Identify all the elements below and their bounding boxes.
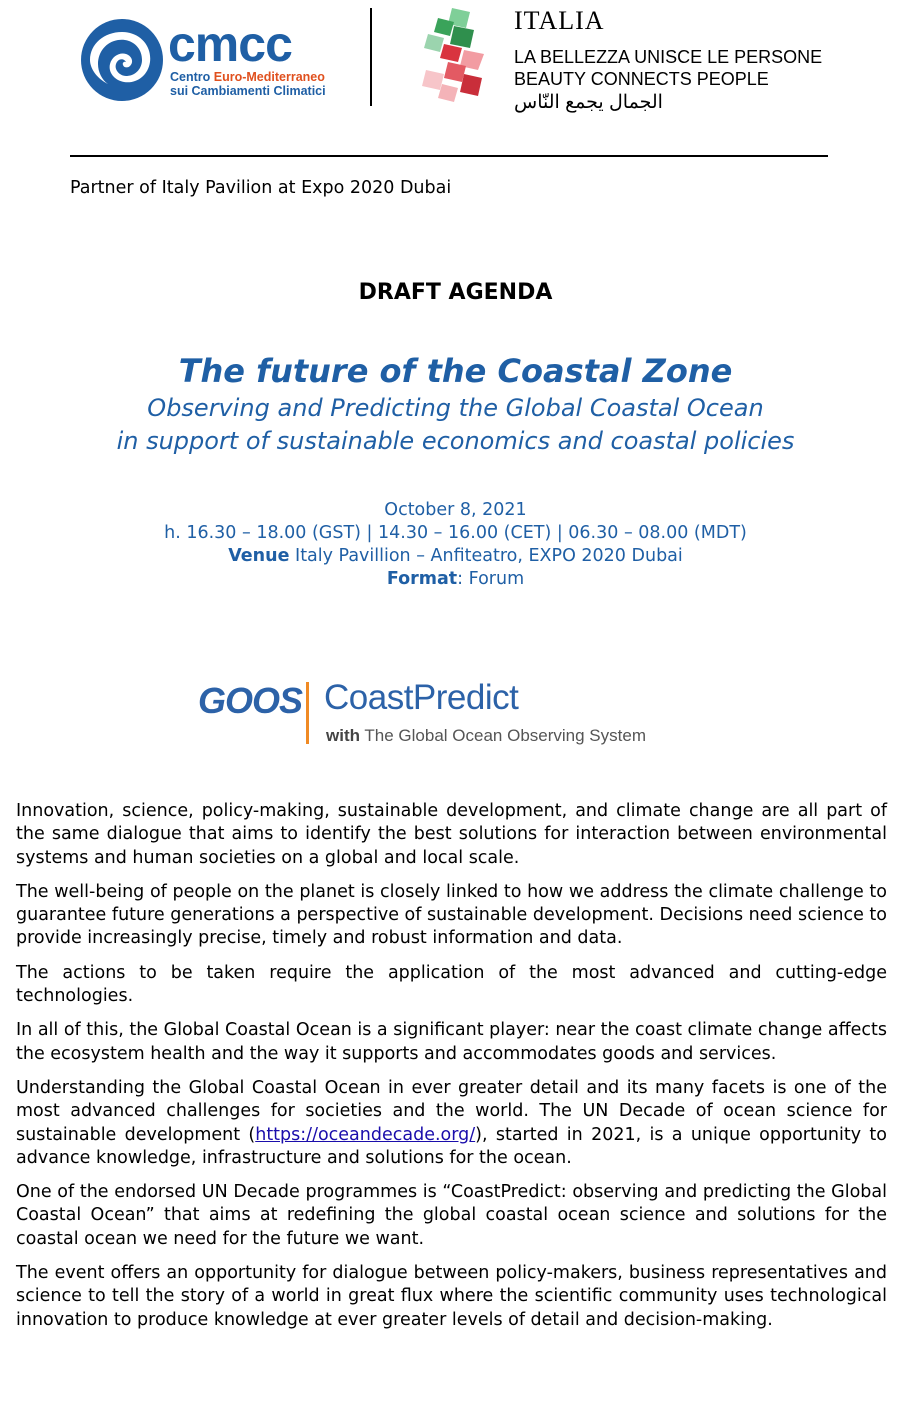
logo-divider xyxy=(306,682,309,744)
event-title: The future of the Coastal Zone xyxy=(178,352,733,390)
ocean-decade-link[interactable]: https://oceandecade.org/ xyxy=(255,1124,476,1145)
tagline-with: with xyxy=(326,726,360,745)
coastpredict-logo xyxy=(198,672,698,752)
format-label: Format xyxy=(386,569,458,589)
italia-pavilion-logo xyxy=(418,4,838,114)
body-text xyxy=(16,800,887,1343)
draft-agenda-heading: DRAFT AGENDA xyxy=(358,280,553,305)
paragraph-4: In all of this, the Global Coastal Ocean is a significant player: near the coast climate change affects the ecosystem health and the way it supports and accommodates goods and services. xyxy=(16,1020,887,1064)
cmcc-logo xyxy=(70,10,340,106)
italia-tagline-ar: الجمال يجمع النّاس xyxy=(514,92,663,113)
tagline-rest: The Global Ocean Observing System xyxy=(360,726,646,745)
italia-tagline-it: LA BELLEZZA UNISCE LE PERSONE xyxy=(514,47,823,67)
italia-mosaic-icon xyxy=(418,4,498,108)
cmcc-wordmark: cmcc xyxy=(168,16,292,72)
event-subtitle-line2: in support of sustainable economics and coastal policies xyxy=(116,427,795,455)
partner-line: Partner of Italy Pavilion at Expo 2020 Dubai xyxy=(70,178,452,198)
event-date: October 8, 2021 xyxy=(384,500,527,520)
venue-label: Venue xyxy=(228,546,290,566)
paragraph-7: The event offers an opportunity for dialogue between policy-makers, business representatives and science to tell the story of a world in great flux where the scientific community uses technological innovation to produce knowledge at ever greater levels of detail and decision-making. xyxy=(16,1263,887,1330)
cmcc-swirl-icon xyxy=(80,18,164,102)
coastpredict-tagline xyxy=(326,726,646,746)
event-venue xyxy=(0,545,911,568)
paragraph-5 xyxy=(16,1077,887,1170)
cmcc-sub-line1b: Euro-Mediterraneo xyxy=(213,70,325,84)
format-value: : Forum xyxy=(457,569,525,589)
paragraph-5-before: Understanding the Global Coastal Ocean in ever greater detail and its many facets is one of the most advanced challenges for societies and the world. The UN Decade of ocean science for sustainable development ( xyxy=(16,1077,887,1145)
event-subtitle-line1: Observing and Predicting the Global Coastal Ocean xyxy=(147,394,764,422)
cmcc-subtitle xyxy=(170,70,326,98)
italia-title: ITALIA xyxy=(514,6,605,35)
coastpredict-wordmark: CoastPredict xyxy=(324,678,519,717)
italia-tagline-en: BEAUTY CONNECTS PEOPLE xyxy=(514,69,769,89)
paragraph-5-after: ), started in 2021, is a unique opportunity to advance knowledge, infrastructure and solutions for the ocean. xyxy=(16,1124,887,1168)
paragraph-3: The actions to be taken require the application of the most advanced and cutting-edge technologies. xyxy=(16,962,887,1007)
event-times: h. 16.30 – 18.00 (GST) | 14.30 – 16.00 (CET) | 06.30 – 08.00 (MDT) xyxy=(164,523,747,543)
header-rule xyxy=(70,155,828,157)
cmcc-sub-line1a: Centro xyxy=(170,70,214,84)
paragraph-1: Innovation, science, policy-making, sustainable development, and climate change are all part of the same dialogue that aims to identify the best solutions for interaction between environmental systems and human societies on a global and local scale. xyxy=(16,801,887,868)
event-format xyxy=(0,568,911,591)
goos-wordmark: GOOS xyxy=(198,680,303,721)
header-divider xyxy=(370,8,372,106)
paragraph-2: The well-being of people on the planet is closely linked to how we address the climate challenge to guarantee future generations a perspective of sustainable development. Decisions need science to provide increasingly precise, timely and robust information and data. xyxy=(16,881,887,949)
paragraph-6: One of the endorsed UN Decade programmes is “CoastPredict: observing and predicting the Global Coastal Ocean” that aims at redefining the global coastal ocean science and solutions for the coastal ocean we need for the future we want. xyxy=(16,1182,887,1249)
venue-value: Italy Pavillion – Anfiteatro, EXPO 2020 Dubai xyxy=(289,546,683,566)
cmcc-sub-line2: sui Cambiamenti Climatici xyxy=(170,84,326,98)
